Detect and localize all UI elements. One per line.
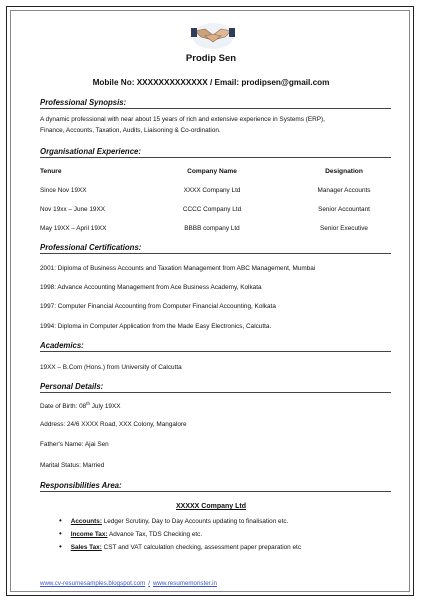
section-title-synopsis: Professional Synopsis:	[40, 98, 391, 109]
bullet-icon: •	[59, 516, 71, 525]
designation-cell: Manager Accounts	[317, 187, 371, 194]
dob-suffix: July 19XX	[89, 403, 121, 411]
section-title-academics: Academics:	[40, 341, 391, 352]
company-cell: XXXX Company Ltd	[183, 187, 241, 194]
responsibility-item	[59, 516, 288, 525]
section-title-personal: Personal Details:	[40, 382, 391, 393]
bullet-icon: •	[59, 542, 71, 551]
responsibility-item	[59, 542, 301, 551]
responsibility-item	[59, 529, 202, 538]
company-cell: CCCC Company Ltd	[182, 206, 242, 213]
section-title-experience: Organisational Experience:	[40, 147, 391, 158]
synopsis-line-1: A dynamic professional with near about 15 years of rich and extensive experience in Systems (ERP),	[40, 116, 325, 123]
certification-item: 1994: Diploma in Computer Application from the Made Easy Electronics, Calcutta.	[40, 323, 272, 330]
tenure-cell: Since Nov 19XX	[40, 187, 87, 194]
certification-item: 2001: Diploma of Business Accounts and Taxation Management from ABC Management, Mumbai	[40, 265, 316, 272]
responsibility-text: Advance Tax, TDS Checking etc.	[107, 531, 203, 538]
bullet-icon: •	[59, 529, 71, 538]
designation-cell: Senior Executive	[320, 225, 368, 232]
academics-line: 19XX – B.Com (Hons.) from University of Calcutta	[40, 364, 182, 371]
address-line: Address: 24/6 XXXX Road, XXX Colony, Mangalore	[40, 421, 187, 428]
footer-separator: /	[148, 580, 150, 587]
responsibility-label: Sales Tax:	[70, 544, 102, 551]
section-title-responsibilities: Responsibilities Area:	[40, 481, 391, 492]
tenure-cell: May 19XX – April 19XX	[40, 225, 107, 232]
certification-item: 1998: Advance Accounting Management from Ace Business Academy, Kolkata	[40, 284, 262, 291]
date-of-birth	[40, 401, 121, 410]
header-company: Company Name	[187, 168, 237, 175]
dob-prefix: Date of Birth: 08	[40, 403, 87, 411]
company-cell: BBBB company Ltd	[184, 225, 240, 232]
section-title-certifications: Professional Certifications:	[40, 243, 391, 254]
contact-line: Mobile No: XXXXXXXXXXXXX / Email: prodipsen@gmail.com	[92, 78, 330, 87]
responsibility-text: Ledger Scrutiny, Day to Day Accounts updating to finalisation etc.	[101, 518, 289, 525]
footer-links	[40, 580, 217, 587]
dob-suffix-sup: th	[86, 401, 90, 406]
header-designation: Designation	[325, 168, 363, 175]
header-tenure: Tenure	[40, 168, 62, 175]
father-name: Father's Name: Ajai Sen	[40, 441, 109, 448]
responsibility-text: CST and VAT calculation checking, assessment paper preparation etc	[101, 544, 302, 551]
candidate-name: Prodip Sen	[185, 53, 237, 64]
handshake-logo-icon	[191, 21, 235, 51]
marital-status: Marital Status: Married	[40, 462, 105, 469]
responsibility-label: Income Tax:	[70, 531, 108, 538]
synopsis-line-2: Finance, Accounts, Taxation, Audits, Liaisoning & Co-ordination.	[40, 127, 221, 134]
designation-cell: Senior Accountant	[318, 206, 370, 213]
tenure-cell: Nov 19xx – June 19XX	[40, 206, 106, 213]
responsibility-company: XXXXX Company Ltd	[175, 503, 246, 510]
footer-link-cv-resumesamples[interactable]: www.cv-resumesamples.blogspot.com	[40, 580, 146, 587]
footer-link-resumemonster[interactable]: www.resumemonster.in	[152, 580, 217, 587]
responsibility-label: Accounts:	[70, 518, 102, 525]
certification-item: 1997: Computer Financial Accounting from Computer Financial Accounting, Kolkata	[40, 303, 276, 310]
resume-page	[6, 6, 414, 596]
